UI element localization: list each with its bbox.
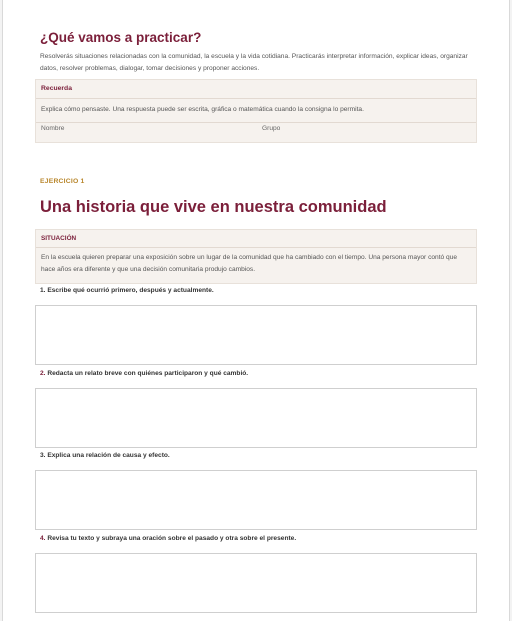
situation-panel <box>35 229 477 284</box>
situation-divider <box>36 247 476 248</box>
answer-box-4[interactable] <box>35 553 477 613</box>
name-label: Nombre <box>41 125 65 132</box>
answer-box-2[interactable] <box>35 388 477 448</box>
situation-label: SITUACIÓN <box>41 235 77 242</box>
answer-box-3[interactable] <box>35 470 477 530</box>
question-4-number: 4. <box>40 535 46 542</box>
question-3-number: 3. <box>40 452 46 459</box>
question-4-text: Revisa tu texto y subraya una oración sobre el pasado y otra sobre el presente. <box>47 535 297 542</box>
question-3 <box>40 452 170 459</box>
question-2-number: 2. <box>40 370 46 377</box>
exercise-title: Una historia que vive en nuestra comunidad <box>40 198 387 216</box>
situation-text: En la escuela quieren preparar una exposición sobre un lugar de la comunidad que ha cambiado con el tiempo. Una persona mayor contó que hace años era diferente y que una decisión comunitaria produjo cambios. <box>41 254 458 273</box>
reminder-divider <box>36 98 476 99</box>
question-2 <box>40 370 248 377</box>
question-3-text: Explica una relación de causa y efecto. <box>47 452 170 459</box>
question-1-number: 1. <box>40 287 46 294</box>
question-1 <box>40 287 214 294</box>
question-1-text: Escribe qué ocurrió primero, después y actualmente. <box>47 287 214 294</box>
section-title: ¿Qué vamos a practicar? <box>40 30 202 45</box>
reminder-panel <box>35 79 477 143</box>
group-label: Grupo <box>262 125 281 132</box>
intro-paragraph: Resolverás situaciones relacionadas con la comunidad, la escuela y la vida cotidiana. Practicarás interpretar información, explicar ideas, organizar datos, resolver problemas, dialogar, tomar decisiones y proponer acciones. <box>40 53 468 72</box>
exercise-eyebrow: EJERCICIO 1 <box>40 178 85 185</box>
reminder-text: Explica cómo pensaste. Una respuesta puede ser escrita, gráfica o matemática cuando la consigna lo permita. <box>41 106 364 113</box>
answer-box-1[interactable] <box>35 305 477 365</box>
question-4 <box>40 535 296 542</box>
worksheet-page <box>2 0 510 621</box>
question-2-text: Redacta un relato breve con quiénes participaron y qué cambió. <box>47 370 249 377</box>
reminder-divider-2 <box>36 122 476 123</box>
reminder-label: Recuerda <box>41 85 72 92</box>
